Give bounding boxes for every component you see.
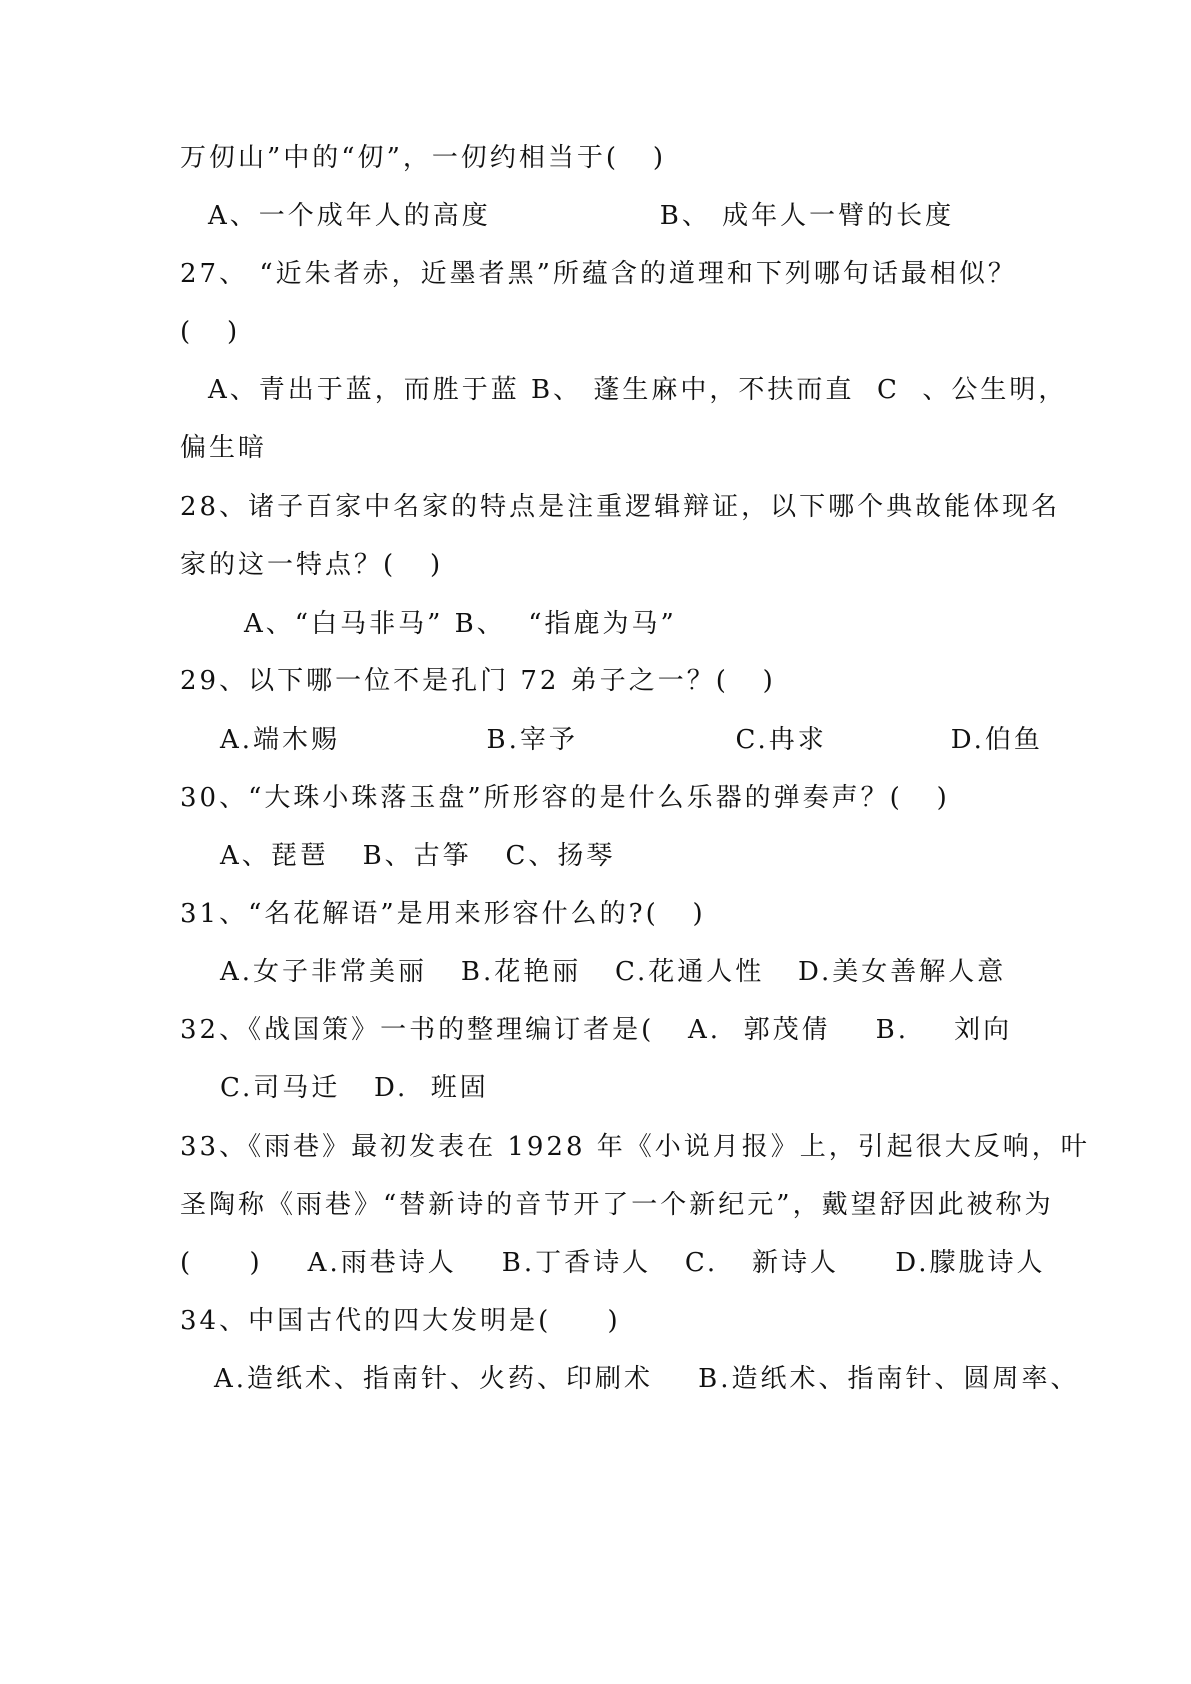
question-27-options: A、青出于蓝，而胜于蓝 B、 蓬生麻中，不扶而直 C 、公生明， bbox=[208, 375, 1068, 405]
question-34-text: 34、中国古代的四大发明是( ) bbox=[180, 1306, 621, 1336]
question-33-text: 33、《雨巷》最初发表在 1928 年《小说月报》上，引起很大反响，叶 bbox=[180, 1132, 1090, 1162]
question-32-text: 32、《战国策》一书的整理编订者是( A. 郭茂倩 B. 刘向 bbox=[180, 1015, 1013, 1045]
question-30-text: 30、“大珠小珠落玉盘”所形容的是什么乐器的弹奏声？( ) bbox=[180, 783, 950, 813]
question-33-text-continued: 圣陶称《雨巷》“替新诗的音节开了一个新纪元”，戴望舒因此被称为 bbox=[180, 1190, 1054, 1220]
question-27-options-continued: 偏生暗 bbox=[180, 433, 268, 463]
question-26-text-continued: 万仞山”中的“仞”，一仞约相当于( ) bbox=[180, 143, 666, 173]
question-29-options: A.端木赐 B.宰予 C.冉求 D.伯鱼 bbox=[220, 725, 1043, 755]
question-31-options: A.女子非常美丽 B.花艳丽 C.花通人性 D.美女善解人意 bbox=[220, 957, 1007, 987]
question-26-options: A、一个成年人的高度 B、 成年人一臂的长度 bbox=[208, 201, 955, 231]
question-33-options: ( ) A.雨巷诗人 B.丁香诗人 C. 新诗人 D.朦胧诗人 bbox=[180, 1248, 1046, 1278]
question-28-options: A、“白马非马” B、 “指鹿为马” bbox=[244, 609, 677, 639]
question-28-text-continued: 家的这一特点？( ) bbox=[180, 550, 444, 580]
question-31-text: 31、“名花解语”是用来形容什么的?( ) bbox=[180, 899, 706, 929]
question-34-options: A.造纸术、指南针、火药、印刷术 B.造纸术、指南针、圆周率、 bbox=[214, 1364, 1080, 1394]
question-32-options-continued: C.司马迁 D. 班固 bbox=[220, 1073, 489, 1103]
question-30-options: A、琵琶 B、古筝 C、扬琴 bbox=[220, 841, 616, 871]
question-27-answer-blank: ( ) bbox=[180, 317, 241, 347]
question-29-text: 29、以下哪一位不是孔门 72 弟子之一？( ) bbox=[180, 666, 776, 696]
question-28-text: 28、诸子百家中名家的特点是注重逻辑辩证，以下哪个典故能体现名 bbox=[180, 492, 1061, 522]
question-27-text: 27、 “近朱者赤，近墨者黑”所蕴含的道理和下列哪句话最相似？ bbox=[180, 259, 1017, 289]
